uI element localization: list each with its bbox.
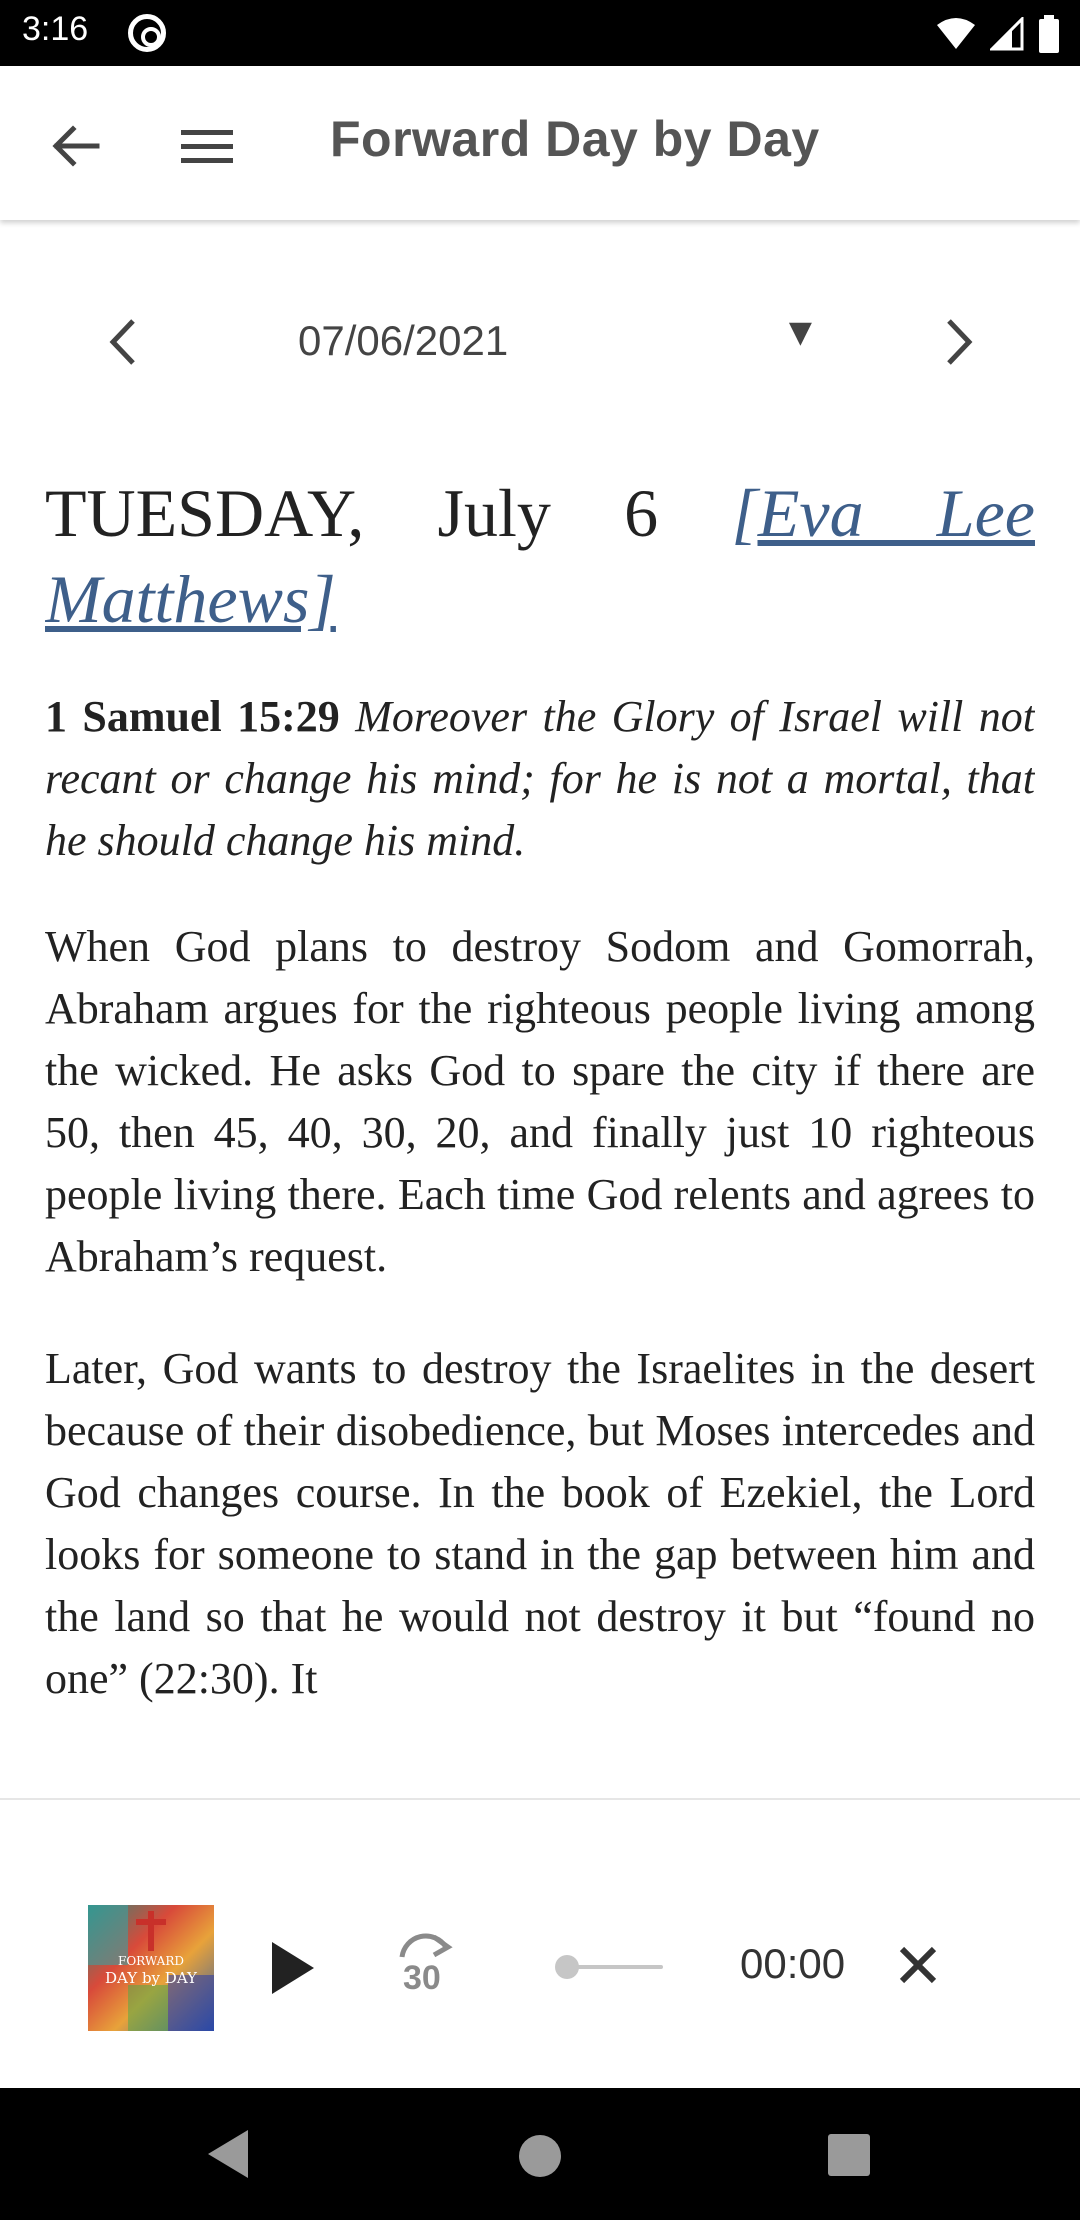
date-navigation <box>0 285 1080 395</box>
svg-text:DAY by DAY: DAY by DAY <box>105 1969 197 1987</box>
next-date-button[interactable] <box>924 307 994 377</box>
album-art <box>88 1905 214 2031</box>
system-navigation-bar <box>0 2088 1080 2220</box>
previous-date-button[interactable] <box>88 307 158 377</box>
close-player-button[interactable] <box>885 1932 951 1998</box>
hamburger-menu-icon <box>181 126 233 166</box>
nav-recents-icon[interactable] <box>828 2134 870 2176</box>
audio-player <box>0 1798 1080 2088</box>
scripture-verse <box>45 686 1035 872</box>
seek-thumb[interactable] <box>555 1955 579 1979</box>
wifi-icon <box>936 17 976 51</box>
devotional-article <box>45 470 1035 1800</box>
heading-date: TUESDAY, July 6 <box>45 475 732 551</box>
dropdown-arrow-icon: ▼ <box>788 315 812 350</box>
article-paragraph: Later, God wants to destroy the Israelites in the desert because of their disobedience, but Moses intercedes and God changes course. In the book of Ezekiel, the Lord looks for someone to stand in the gap between him and the land so that he would not destroy it but “found no one” (22:30). It <box>45 1344 1035 1703</box>
play-icon <box>268 1940 318 1996</box>
date-value: 07/06/2021 <box>298 317 509 364</box>
devotional-heading <box>45 470 1035 642</box>
seek-bar[interactable] <box>555 1952 665 1982</box>
play-button[interactable] <box>255 1930 331 2006</box>
arrow-back-icon <box>49 120 101 172</box>
app-bar <box>0 66 1080 220</box>
chevron-left-icon <box>103 317 143 367</box>
status-bar <box>0 0 1080 66</box>
battery-icon <box>1038 15 1060 53</box>
rewind-seconds-label: 30 <box>403 1959 441 1997</box>
status-time: 3:16 <box>22 10 89 48</box>
app-title: Forward Day by Day <box>330 111 820 167</box>
close-icon <box>898 1945 938 1985</box>
menu-button[interactable] <box>172 111 242 181</box>
author-link[interactable]: [Eva Lee Matthews] <box>45 475 1035 637</box>
rewind-30-button[interactable] <box>388 1925 460 2005</box>
date-select[interactable] <box>270 307 830 377</box>
back-button[interactable] <box>40 111 110 181</box>
album-art-image <box>88 1905 214 2031</box>
notification-app-icon <box>128 14 166 52</box>
album-art-title: FORWARD <box>118 1954 184 1968</box>
verse-reference: 1 Samuel 15:29 <box>45 692 340 741</box>
nav-home-icon[interactable] <box>518 2134 562 2178</box>
verse-text: Moreover the Glory of Israel will not recant or change his mind; for he is not a mortal, that he should change his mind. <box>45 692 1035 865</box>
nav-back-icon[interactable] <box>200 2126 256 2182</box>
article-paragraph: When God plans to destroy Sodom and Gomorrah, Abraham argues for the righteous people living among the wicked. He asks God to spare the city if there are 50, then 45, 40, 30, 20, and finally just 10 righteous people living there. Each time God relents and agrees to Abraham’s request. <box>45 922 1035 1281</box>
status-icons <box>936 12 1060 56</box>
cellular-signal-icon <box>990 17 1024 51</box>
playback-time: 00:00 <box>740 1940 846 1987</box>
chevron-right-icon <box>939 317 979 367</box>
